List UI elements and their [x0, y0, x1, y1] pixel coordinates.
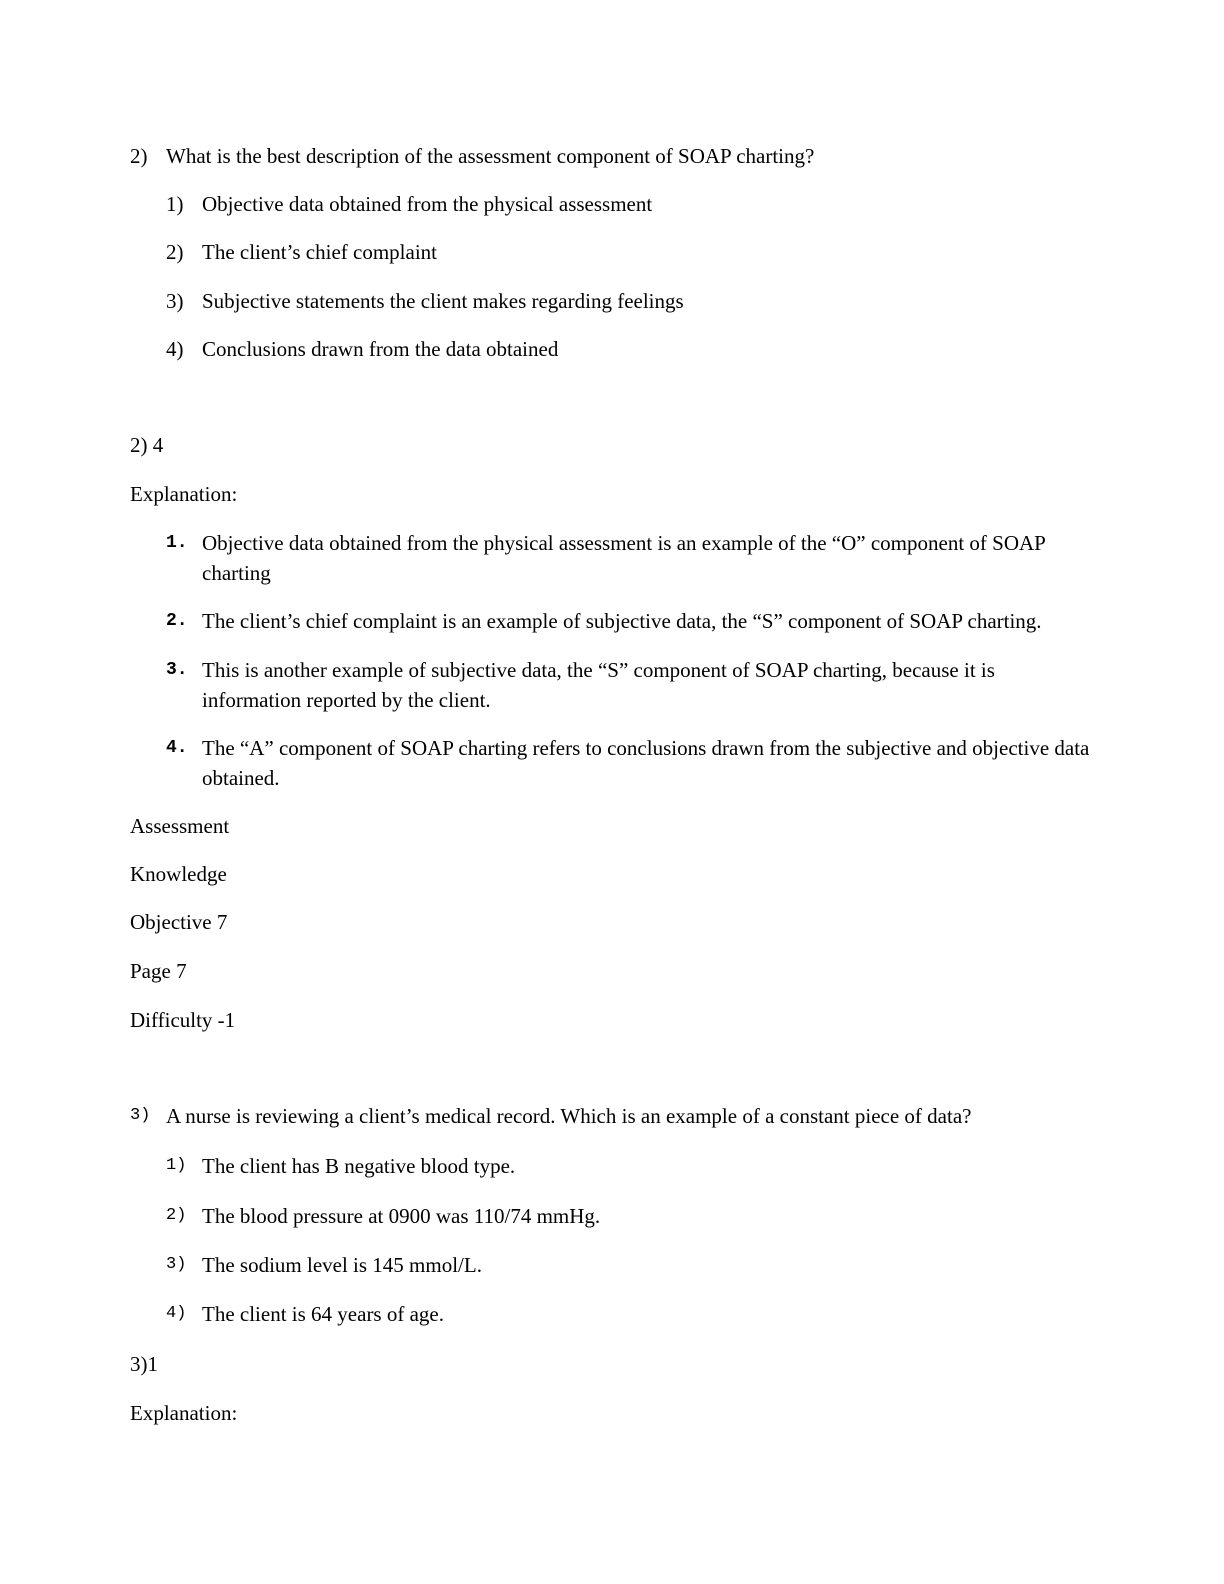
option-text: Objective data obtained from the physical assessment [202, 192, 653, 216]
meta-objective: Objective 7 [130, 910, 228, 934]
option-text: Conclusions drawn from the data obtained [202, 337, 559, 361]
option-number: 2) [166, 240, 184, 264]
question-text: What is the best description of the assessment component of SOAP charting? [166, 144, 815, 168]
meta-difficulty: Difficulty -1 [130, 1008, 236, 1032]
explanation-text: This is another example of subjective data, the “S” component of SOAP charting, because it is information reported by the client. [202, 658, 995, 712]
option-number: 3) [166, 289, 184, 313]
option-text: The client’s chief complaint [202, 240, 437, 264]
explanation-text: Objective data obtained from the physical assessment is an example of the “O” component of SOAP charting [202, 531, 1046, 585]
answer-key: 3)1 [130, 1352, 158, 1376]
explanation-number: 1. [166, 533, 188, 553]
option-text: Subjective statements the client makes regarding feelings [202, 289, 684, 313]
explanation-text: The “A” component of SOAP charting refers to conclusions drawn from the subjective and objective data obtained. [202, 736, 1090, 790]
option-text: The sodium level is 145 mmol/L. [202, 1253, 482, 1277]
option-number: 4) [166, 1304, 187, 1323]
option-text: The client is 64 years of age. [202, 1302, 444, 1326]
meta-level: Knowledge [130, 862, 227, 886]
explanation-number: 4. [166, 738, 188, 758]
option-number: 2) [166, 1206, 187, 1225]
answer-key: 2) 4 [130, 433, 164, 457]
option-number: 4) [166, 337, 184, 361]
question-number: 2) [130, 144, 148, 168]
option-number: 3) [166, 1255, 187, 1274]
explanation-number: 2. [166, 611, 188, 631]
explanation-label: Explanation: [130, 1401, 238, 1425]
explanation-number: 3. [166, 660, 188, 680]
option-text: The blood pressure at 0900 was 110/74 mmHg. [202, 1204, 601, 1228]
question-text: A nurse is reviewing a client’s medical record. Which is an example of a constant piece of data? [166, 1104, 972, 1128]
option-number: 1) [166, 192, 184, 216]
explanation-text: The client’s chief complaint is an example of subjective data, the “S” component of SOAP charting. [202, 609, 1042, 633]
option-text: The client has B negative blood type. [202, 1154, 516, 1178]
option-number: 1) [166, 1156, 187, 1175]
question-number: 3) [130, 1106, 151, 1125]
explanation-label: Explanation: [130, 482, 238, 506]
meta-category: Assessment [130, 814, 230, 838]
meta-page: Page 7 [130, 959, 187, 983]
